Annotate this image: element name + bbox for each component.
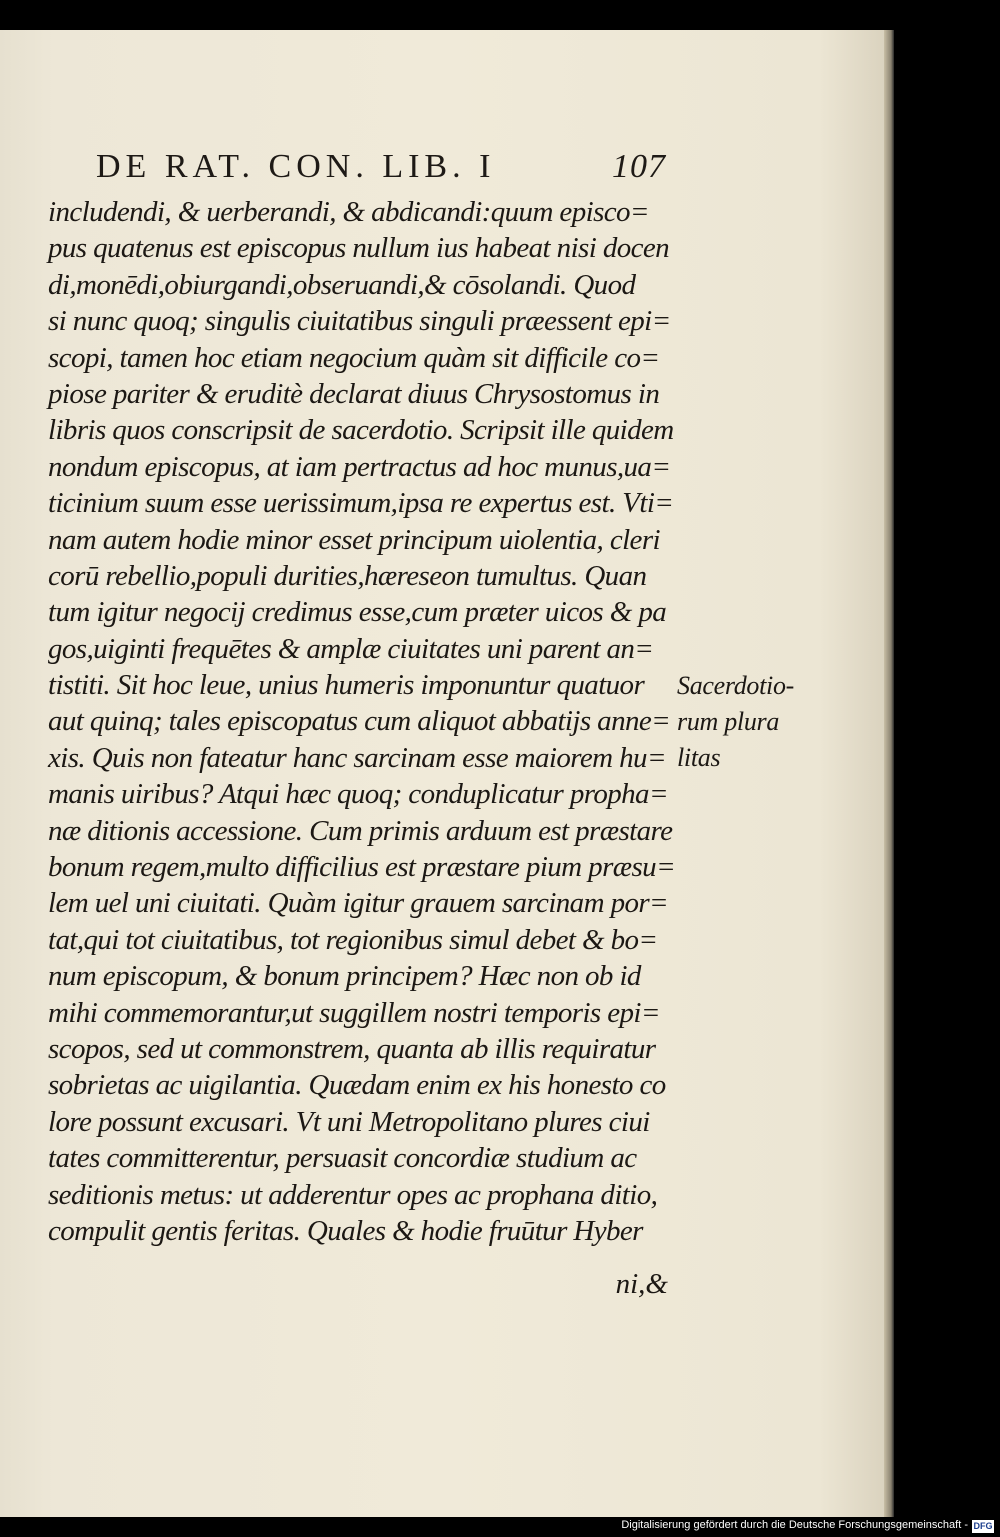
margin-note-line: litas xyxy=(677,743,721,772)
margin-note-line: Sacerdotio- xyxy=(677,671,795,700)
text-line: tum igitur negocij credimus esse,cum præter uicos & pa xyxy=(48,596,667,629)
text-line: si nunc quoq; singulis ciuitatibus singuli præessent epi= xyxy=(48,305,671,338)
text-line: mihi commemorantur,ut suggillem nostri temporis epi= xyxy=(48,996,660,1029)
text-line: piose pariter & eruditè declarat diuus Chrysostomus in xyxy=(48,377,660,410)
dfg-logo-icon: DFG xyxy=(973,1521,993,1531)
text-line: ticinium suum esse uerissimum,ipsa re expertus est. Vti= xyxy=(48,487,674,520)
margin-note xyxy=(677,668,807,776)
text-line: corū rebellio,populi durities,hæreseon tumultus. Quan xyxy=(48,559,647,592)
body-text xyxy=(48,194,676,1249)
text-line: pus quatenus est episcopus nullum ius habeat nisi docen xyxy=(48,232,670,265)
text-line: tates committerentur, persuasit concordiæ studium ac xyxy=(48,1142,637,1175)
text-line: tistiti. Sit hoc leue, unius humeris imponuntur quatuor xyxy=(48,669,645,702)
running-title: DE RAT. CON. LIB. I xyxy=(96,148,496,185)
text-line: gos,uiginti frequētes & amplæ ciuitates uni parent an= xyxy=(48,632,654,665)
text-line: libris quos conscripsit de sacerdotio. Scripsit ille quidem xyxy=(48,414,674,447)
text-line: næ ditionis accessione. Cum primis arduum est præstare xyxy=(48,814,673,847)
text-line: nam autem hodie minor esset principum uiolentia, cleri xyxy=(48,523,660,556)
text-line: sobrietas ac uigilantia. Quædam enim ex his honesto co xyxy=(48,1069,666,1102)
margin-note-line: rum plura xyxy=(677,707,780,736)
funding-credit: Digitalisierung gefördert durch die Deutsche Forschungsgemeinschaft - xyxy=(621,1519,968,1531)
text-line: num episcopum, & bonum principem? Hæc non ob id xyxy=(48,960,641,993)
text-line: tat,qui tot ciuitatibus, tot regionibus simul debet & bo= xyxy=(48,923,658,956)
text-line: seditionis metus: ut adderentur opes ac prophana ditio, xyxy=(48,1178,658,1211)
text-line: di,monēdi,obiurgandi,obseruandi,& cōsolandi. Quod xyxy=(48,268,636,301)
text-line: xis. Quis non fateatur hanc sarcinam esse maiorem hu= xyxy=(48,741,666,774)
running-header xyxy=(96,148,666,192)
text-line: manis uiribus? Atqui hæc quoq; conduplicatur propha= xyxy=(48,778,668,811)
page-edge xyxy=(884,30,894,1517)
text-line: includendi, & uerberandi, & abdicandi:quum episco= xyxy=(48,196,649,228)
footer-bar xyxy=(0,1517,1000,1537)
text-line: lem uel uni ciuitati. Quàm igitur grauem sarcinam por= xyxy=(48,887,669,920)
text-line: scopi, tamen hoc etiam negocium quàm sit difficile co= xyxy=(48,341,660,374)
text-line: bonum regem,multo difficilius est præstare pium præsu= xyxy=(48,851,676,884)
text-line: scopos, sed ut commonstrem, quanta ab illis requiratur xyxy=(48,1032,656,1065)
text-line: compulit gentis feritas. Quales & hodie fruūtur Hyber xyxy=(48,1214,643,1247)
text-line: lore possunt excusari. Vt uni Metropolitano plures ciui xyxy=(48,1105,650,1138)
text-line: aut quinq; tales episcopatus cum aliquot abbatijs anne= xyxy=(48,705,671,738)
folio-number: 107 xyxy=(612,148,666,185)
catchword: ni,& xyxy=(615,1268,668,1300)
text-line: nondum episcopus, at iam pertractus ad hoc munus,ua= xyxy=(48,450,671,483)
